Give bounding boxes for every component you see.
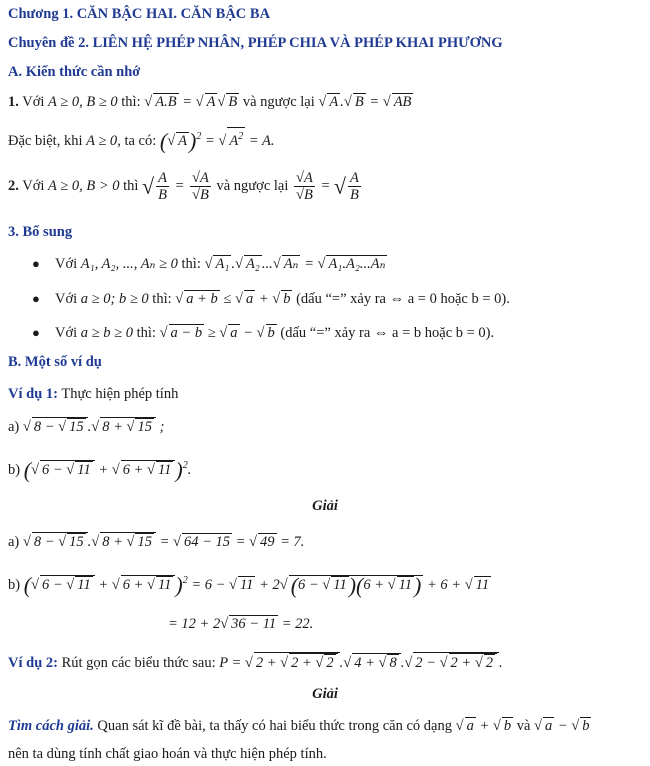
hint-line-1 bbox=[8, 716, 591, 736]
supplement-3-note: (dấu “=” xảy ra ⇔ a = b hoặc b = 0). bbox=[276, 325, 495, 341]
special-condition: A ≥ 0 bbox=[86, 132, 118, 149]
section-b-title: B. Một số ví dụ bbox=[8, 354, 102, 370]
supplement-2-condition: a ≥ 0; b ≥ 0 bbox=[80, 291, 149, 307]
solution-a-label: a) bbox=[8, 534, 20, 550]
hint-form-1: √ a + √ b bbox=[455, 718, 512, 734]
solution-b-result-expression: = 12 + 2√ 36 − 11 = 22. bbox=[168, 616, 314, 632]
part-a-label: a) bbox=[8, 419, 20, 435]
supplement-1 bbox=[55, 254, 387, 274]
bullet-dot: ● bbox=[32, 291, 40, 306]
chapter-title: Chương 1. CĂN BẬC HAI. CĂN BẬC BA bbox=[8, 6, 271, 22]
supplement-2-text: Với bbox=[55, 291, 81, 307]
solution-b-result bbox=[168, 614, 313, 634]
hint-line-2: nên ta dùng tính chất giao hoán và thực hiện phép tính. bbox=[8, 746, 327, 762]
solution-a-expression: √ 8 − √ 15 .√ 8 + √ 15 = √ 64 − 15 = √ 49 = 7. bbox=[22, 534, 305, 550]
supplement-3-text: Với bbox=[55, 325, 81, 341]
supplement-3-condition: a ≥ b ≥ 0 bbox=[80, 325, 133, 341]
example-1-b bbox=[8, 456, 191, 481]
solution-a bbox=[8, 532, 304, 552]
topic-title: Chuyên đề 2. LIÊN HỆ PHÉP NHÂN, PHÉP CHIA VÀ PHÉP KHAI PHƯƠNG bbox=[8, 35, 503, 51]
supplement-1-then: thì: bbox=[177, 256, 205, 272]
section-a-title: A. Kiến thức cần nhớ bbox=[8, 64, 141, 80]
supplement-3 bbox=[55, 323, 494, 343]
rule-2-text: Với bbox=[18, 177, 49, 194]
example-2-text: Rút gọn các biểu thức sau: bbox=[57, 655, 220, 671]
example-1 bbox=[8, 384, 178, 404]
solution-b-label: b) bbox=[8, 576, 21, 593]
supplement-3-then: thì: bbox=[132, 325, 160, 341]
rule-1-mid: và ngược lại bbox=[239, 94, 319, 110]
rule-2-number: 2. bbox=[8, 177, 19, 194]
part-b-label: b) bbox=[8, 461, 21, 478]
supplement-1-text: Với bbox=[55, 256, 81, 272]
solution-b bbox=[8, 571, 491, 596]
rule-1-then: thì: bbox=[117, 94, 145, 110]
rule-2 bbox=[8, 170, 363, 203]
rule-2-formula: √ $\frac{A}{B}$ = $\frac{√A}{√B}$ bbox=[142, 170, 209, 203]
rule-2-condition: A ≥ 0, B > 0 bbox=[48, 177, 120, 194]
hint-label: Tìm cách giải. bbox=[8, 718, 94, 734]
supplement-1-condition: A₁, A₂, ..., Aₙ ≥ 0 bbox=[80, 256, 178, 272]
supplement-2 bbox=[55, 289, 510, 309]
supplement-1-formula: √ A₁ .√ A₂ ...√ Aₙ = √ A₁.A₂...Aₙ bbox=[204, 256, 386, 272]
example-1-text: Thực hiện phép tính bbox=[57, 386, 179, 402]
supplement-2-formula: √ a + b ≤ √ a + √ b bbox=[175, 291, 291, 307]
supplement-3-formula: √ a − b ≥ √ a − √ b bbox=[159, 325, 275, 341]
bullet-dot: ● bbox=[32, 256, 40, 271]
rule-2-mid: và ngược lại bbox=[212, 177, 293, 194]
part-a-expression: √ 8 − √ 15 .√ 8 + √ 15 ; bbox=[22, 419, 165, 435]
bullet-dot: ● bbox=[32, 325, 40, 340]
solution-heading: Giải bbox=[312, 498, 338, 514]
rule-1-text: Với bbox=[18, 94, 49, 110]
hint-form-2: √ a − √ b bbox=[534, 718, 590, 734]
example-1-a bbox=[8, 417, 164, 437]
rule-1-number: 1. bbox=[8, 94, 19, 110]
rule-2-then: thì bbox=[119, 177, 143, 194]
example-1-label: Ví dụ 1: bbox=[8, 386, 58, 402]
part-b-expression: (√ 6 − √ 11 + √ 6 + √ 11 )$^2$. bbox=[23, 457, 192, 483]
example-2-expression: P = √ 2 + √ 2 + √ 2 .√ 4 + √ 8 .√ 2 − √ 2 + √ 2 . bbox=[219, 655, 502, 671]
special-formula: (√ A)$^2$ = √ $A^2 = A$. bbox=[159, 128, 275, 154]
hint-text: Quan sát kĩ đề bài, ta thấy có hai biểu thức trong căn có dạng bbox=[93, 718, 456, 734]
example-2 bbox=[8, 652, 503, 673]
solution-heading-2: Giải bbox=[312, 686, 338, 702]
supplement-2-then: thì: bbox=[148, 291, 176, 307]
solution-b-expression: (√ 6 − √ 11 + √ 6 + √ 11 )$^2$ = 6 − √ 11 + 2√ (6 − √ 11)(6 + √ 11) + 6 + √ 11 bbox=[23, 572, 490, 598]
example-2-label: Ví dụ 2: bbox=[8, 655, 58, 671]
rule-1-formula: √ A.B = √ A √ B bbox=[144, 94, 238, 110]
rule-1-condition: A ≥ 0, B ≥ 0 bbox=[48, 94, 118, 110]
supplement-2-note: (dấu “=” xảy ra ⇔ a = 0 hoặc b = 0). bbox=[292, 291, 510, 307]
rule-1 bbox=[8, 92, 413, 112]
rule-1-converse: √ A .√ B = √ AB bbox=[318, 94, 412, 110]
special-then: , ta có: bbox=[117, 132, 160, 149]
rule-2-converse: $\frac{√A}{√B}$ = √ $\frac{A}{B}$ bbox=[296, 170, 359, 203]
hint-and: và bbox=[513, 718, 534, 734]
supplement-title: 3. Bổ sung bbox=[8, 224, 73, 240]
special-case bbox=[8, 127, 274, 152]
special-text: Đặc biệt, khi bbox=[8, 132, 87, 149]
